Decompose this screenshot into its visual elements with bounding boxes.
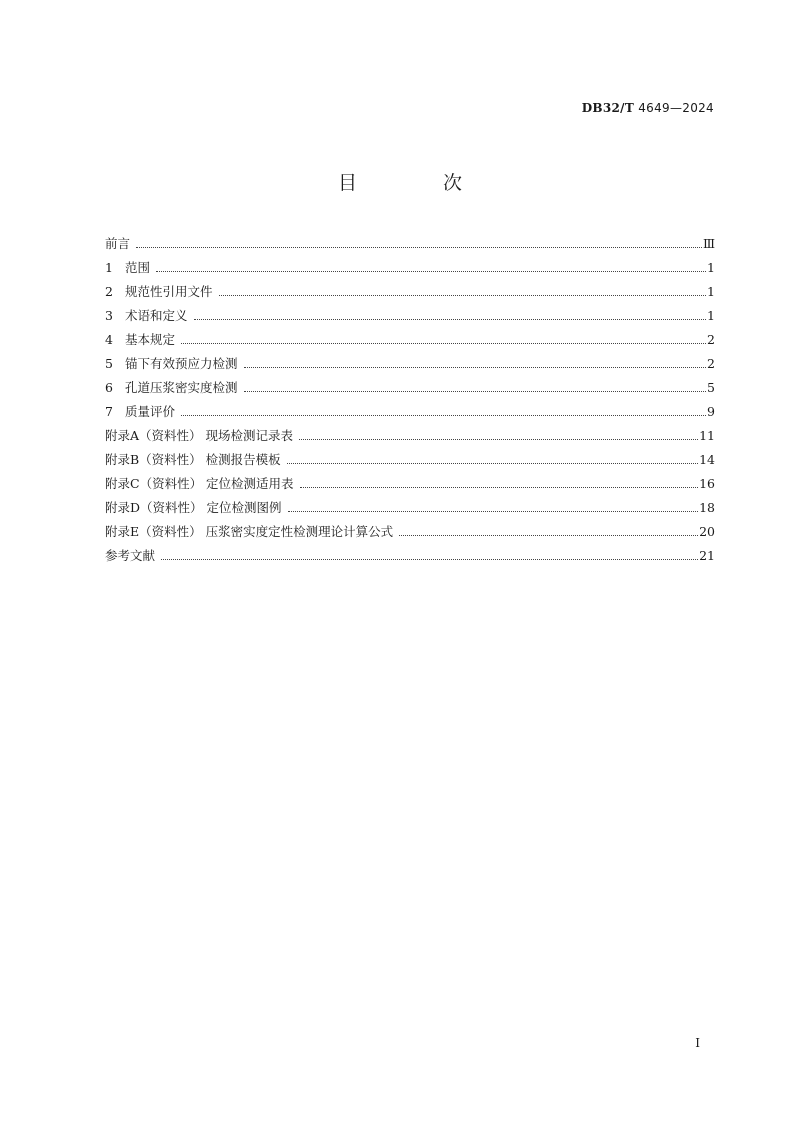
toc-entry-page: 1: [707, 284, 715, 299]
standard-prefix: DB32/T: [581, 101, 635, 115]
toc-entry-label: [105, 306, 194, 326]
standard-number: 4649—2024: [638, 101, 714, 115]
toc-entry-2[interactable]: [105, 282, 715, 306]
toc-entry-5[interactable]: [105, 354, 715, 378]
toc-entry-page: 21: [699, 548, 715, 563]
toc-entry-number: 7: [105, 404, 113, 419]
toc-entry-number: 6: [105, 380, 113, 395]
toc-entry-page: 2: [707, 356, 715, 371]
dot-leader: [219, 295, 707, 296]
toc-entry-6[interactable]: [105, 378, 715, 402]
toc-entry-label: [105, 402, 181, 422]
toc-entry-7[interactable]: [105, 402, 715, 426]
toc-entry-number: 4: [105, 332, 113, 347]
toc-entry-page: 1: [707, 260, 715, 275]
dot-leader: [156, 271, 706, 272]
dot-leader: [399, 535, 698, 536]
toc-entry-label: 附录E（资料性） 压浆密实度定性检测理论计算公式: [105, 524, 394, 539]
toc-entry-page: 16: [699, 476, 715, 491]
toc-entry-page: 2: [707, 332, 715, 347]
toc-entry-text: 基本规定: [125, 332, 176, 347]
toc-entry-foreword[interactable]: [105, 234, 715, 258]
standard-code: [582, 101, 714, 115]
toc-entry-text: 规范性引用文件: [125, 284, 213, 299]
toc-entry-number: 3: [105, 308, 113, 323]
toc-entry-number: 5: [105, 356, 113, 371]
toc-entry-page: 20: [699, 524, 715, 539]
dot-leader: [244, 391, 707, 392]
toc-entry-text: 孔道压浆密实度检测: [125, 380, 238, 395]
dot-leader: [288, 511, 699, 512]
toc-entry-label: [105, 282, 219, 302]
page-number: I: [695, 1036, 700, 1050]
toc-entry-page: 18: [699, 500, 715, 515]
toc-entry-label: 前言: [105, 236, 131, 251]
toc-entry-3[interactable]: [105, 306, 715, 330]
toc-entry-appendix-d[interactable]: [105, 498, 715, 522]
toc-entry-label: [105, 378, 244, 398]
toc-entry-page: 9: [707, 404, 715, 419]
toc-entry-label: 附录D（资料性） 定位检测图例: [105, 500, 282, 515]
toc-entry-label: 附录B（资料性） 检测报告模板: [105, 452, 281, 467]
toc-title: 目 次: [337, 172, 503, 194]
toc-entry-appendix-c[interactable]: [105, 474, 715, 498]
toc-entry-page: 11: [699, 428, 715, 443]
dot-leader: [194, 319, 707, 320]
toc-entry-text: 锚下有效预应力检测: [125, 356, 238, 371]
toc-entry-text: 范围: [125, 260, 151, 275]
toc-entry-appendix-a[interactable]: [105, 426, 715, 450]
toc-entry-bibliography[interactable]: [105, 546, 715, 570]
toc-entry-text: 术语和定义: [125, 308, 188, 323]
toc-entry-number: 1: [105, 260, 113, 275]
table-of-contents: [105, 234, 715, 570]
toc-entry-label: 附录C（资料性） 定位检测适用表: [105, 476, 294, 491]
toc-entry-page: 5: [707, 380, 715, 395]
toc-entry-4[interactable]: [105, 330, 715, 354]
toc-entry-page: 14: [699, 452, 715, 467]
toc-entry-page: Ⅲ: [702, 236, 715, 251]
dot-leader: [300, 487, 699, 488]
toc-entry-page: 1: [707, 308, 715, 323]
toc-entry-appendix-b[interactable]: [105, 450, 715, 474]
dot-leader: [181, 415, 706, 416]
toc-entry-label: [105, 330, 181, 350]
toc-entry-number: 2: [105, 284, 113, 299]
toc-entry-text: 质量评价: [125, 404, 176, 419]
toc-entry-label: 参考文献: [105, 548, 156, 563]
toc-entry-label: [105, 258, 156, 278]
dot-leader: [181, 343, 706, 344]
toc-entry-appendix-e[interactable]: [105, 522, 715, 546]
dot-leader: [161, 559, 698, 560]
dot-leader: [287, 463, 698, 464]
dot-leader: [244, 367, 707, 368]
dot-leader: [136, 247, 702, 248]
toc-entry-label: 附录A（资料性） 现场检测记录表: [105, 428, 294, 443]
dot-leader: [299, 439, 698, 440]
toc-entry-1[interactable]: [105, 258, 715, 282]
toc-entry-label: [105, 354, 244, 374]
